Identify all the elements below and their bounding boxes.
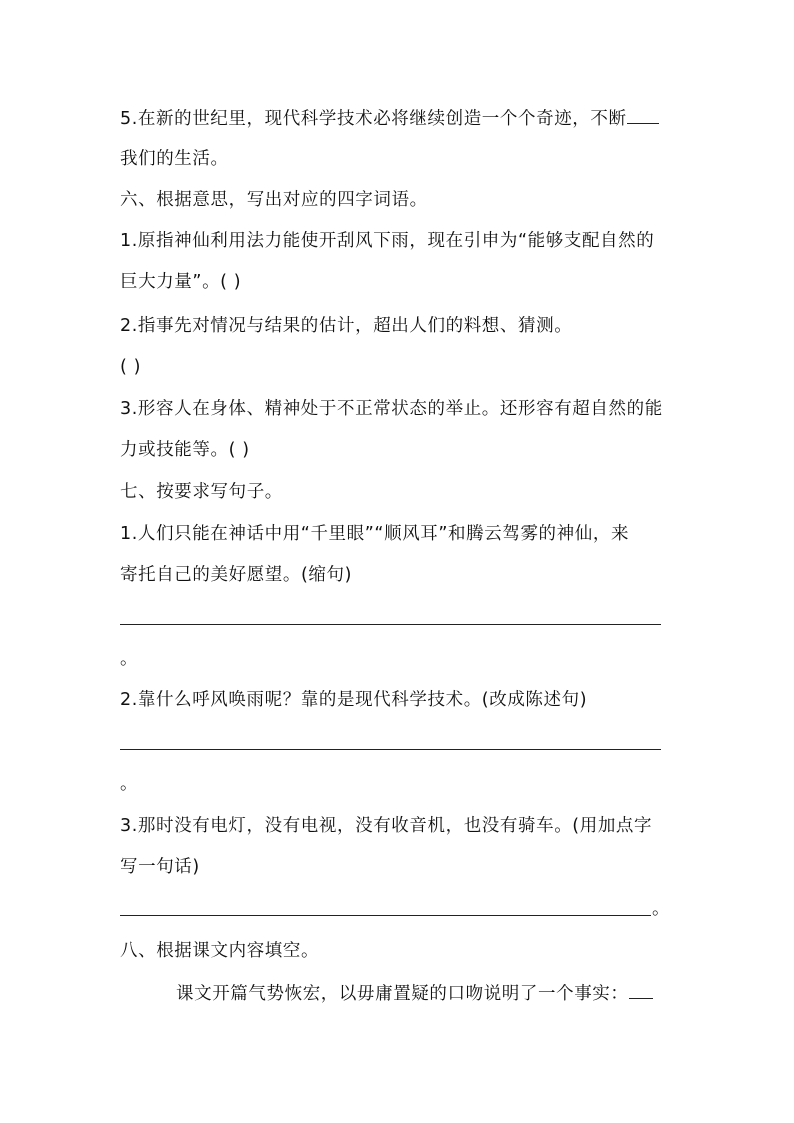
s6-question-2-line-1: 2.指事先对情况与结果的估计，超出人们的料想、猜测。: [120, 316, 573, 336]
s8-line-1: 课文开篇气势恢宏，以毋庸置疑的口吻说明了一个事实：: [176, 982, 653, 1005]
s7-question-3-line-1: 3.那时没有电灯，没有电视，没有收音机，也没有骑车。(用加点字: [120, 816, 653, 836]
s6-question-3-line-2: 力或技能等。( ): [120, 440, 250, 460]
s6-question-2-answer[interactable]: ( ): [120, 357, 142, 377]
s6-question-1-line-1: 1.原指神仙利用法力能使开刮风下雨，现在引申为“能够支配自然的: [120, 231, 655, 251]
s7-question-2-end: 。: [120, 774, 139, 794]
s7-question-3-end: 。: [652, 899, 671, 919]
s7-question-1-line-2: 寄托自己的美好愿望。(缩句): [120, 565, 353, 585]
s7-question-3-line-2: 写一句话): [120, 857, 200, 877]
section-7-heading: 七、按要求写句子。: [120, 482, 283, 502]
s6-question-3-line-1: 3.形容人在身体、精神处于不正常状态的举止。还形容有超自然的能: [120, 399, 663, 419]
s7-question-2-line-1: 2.靠什么呼风唤雨呢？靠的是现代科学技术。(改成陈述句): [120, 690, 588, 710]
answer-blank[interactable]: [629, 982, 653, 999]
section-8-heading: 八、根据课文内容填空。: [120, 941, 320, 961]
s7-question-1-line-1: 1.人们只能在神话中用“千里眼”“顺风耳”和腾云驾雾的神仙，来: [120, 524, 630, 544]
s7-question-1-end: 。: [120, 649, 139, 669]
section-6-heading: 六、根据意思，写出对应的四字词语。: [120, 190, 428, 210]
s7-question-1-answer-line[interactable]: [120, 624, 661, 625]
s7-question-2-answer-line[interactable]: [120, 749, 661, 750]
answer-blank[interactable]: [627, 107, 659, 124]
s7-question-3-answer-line[interactable]: [120, 915, 651, 916]
question-5-line-1: 5.在新的世纪里，现代科学技术必将继续创造一个个奇迹，不断: [120, 107, 659, 130]
s6-question-1-line-2: 巨大力量”。( ): [120, 272, 242, 292]
question-5-line-2: 我们的生活。: [120, 149, 229, 169]
